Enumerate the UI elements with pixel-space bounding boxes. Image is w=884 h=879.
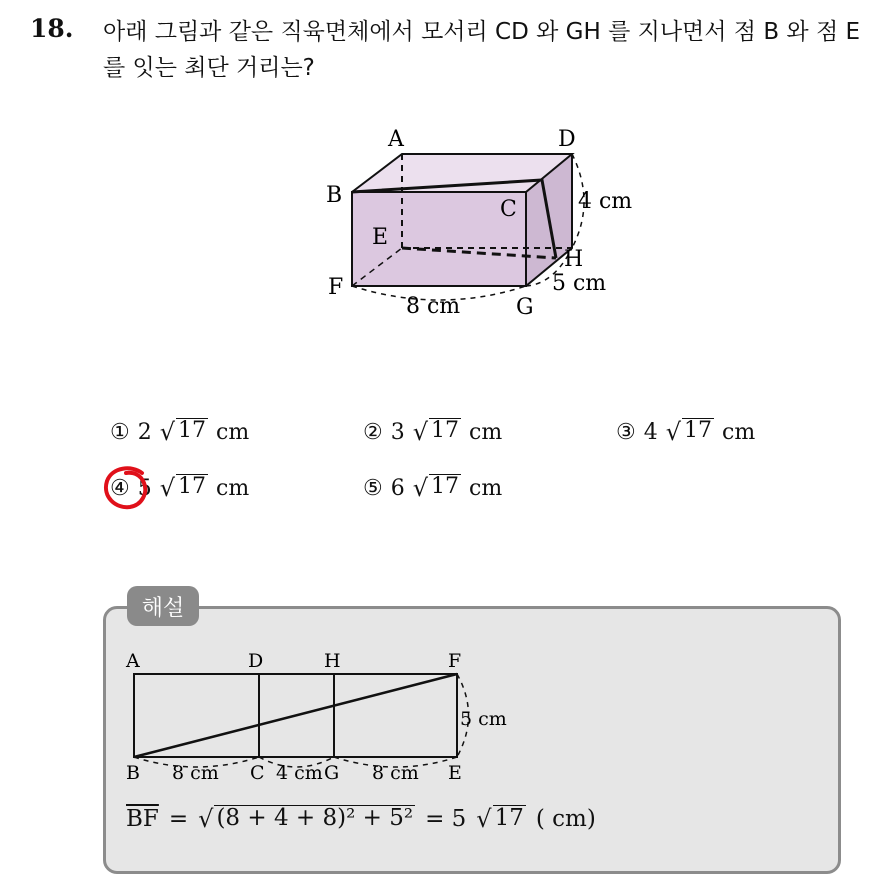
choice-4[interactable]: ④ 5 √ 17 cm bbox=[110, 474, 250, 502]
net-dim-seg2: 4 cm bbox=[276, 762, 323, 784]
net-label-C: C bbox=[250, 762, 265, 784]
dim-depth: 5 cm bbox=[552, 271, 607, 296]
choice-2[interactable]: ② 3 √ 17 cm bbox=[363, 418, 503, 446]
choice-5[interactable]: ⑤ 6 √ 17 cm bbox=[363, 474, 503, 502]
label-C: C bbox=[500, 197, 517, 222]
net-label-D: D bbox=[248, 650, 264, 672]
net-dim-seg3: 8 cm bbox=[372, 762, 419, 784]
net-figure bbox=[120, 645, 540, 790]
question-number: 18. bbox=[30, 14, 74, 43]
net-label-F: F bbox=[448, 650, 462, 672]
net-label-H: H bbox=[324, 650, 341, 672]
net-label-G: G bbox=[324, 762, 340, 784]
label-G: G bbox=[516, 295, 534, 320]
formula-lhs: $\overline{BF}$ bbox=[126, 806, 159, 832]
net-label-E: E bbox=[448, 762, 462, 784]
net-label-A: A bbox=[126, 650, 140, 672]
net-dim-side: 5 cm bbox=[460, 708, 507, 730]
label-A: A bbox=[388, 127, 404, 152]
question-text: 아래 그림과 같은 직육면체에서 모서리 CD 와 GH 를 지나면서 점 B 와 점 E 를 잇는 최단 거리는? bbox=[103, 19, 861, 81]
net-label-B: B bbox=[126, 762, 140, 784]
label-D: D bbox=[558, 127, 576, 152]
dim-width: 8 cm bbox=[406, 294, 461, 319]
choice-3[interactable]: ③ 4 √ 17 cm bbox=[616, 418, 756, 446]
label-F: F bbox=[328, 275, 344, 300]
label-B: B bbox=[326, 183, 343, 208]
cuboid-figure bbox=[320, 118, 650, 328]
net-dim-seg1: 8 cm bbox=[172, 762, 219, 784]
choice-1[interactable]: ① 2 √ 17 cm bbox=[110, 418, 250, 446]
solution-formula: $\overline{BF}$ = √ (8 + 4 + 8)² + 5² = 5 √ 17 ( cm) bbox=[126, 805, 596, 833]
label-H: H bbox=[564, 247, 584, 272]
dim-height: 4 cm bbox=[578, 189, 633, 214]
answer-mark-icon bbox=[102, 465, 154, 511]
label-E: E bbox=[372, 225, 389, 250]
formula-radicand: (8 + 4 + 8)² + 5² bbox=[216, 805, 414, 831]
solution-tag: 해설 bbox=[127, 586, 199, 626]
